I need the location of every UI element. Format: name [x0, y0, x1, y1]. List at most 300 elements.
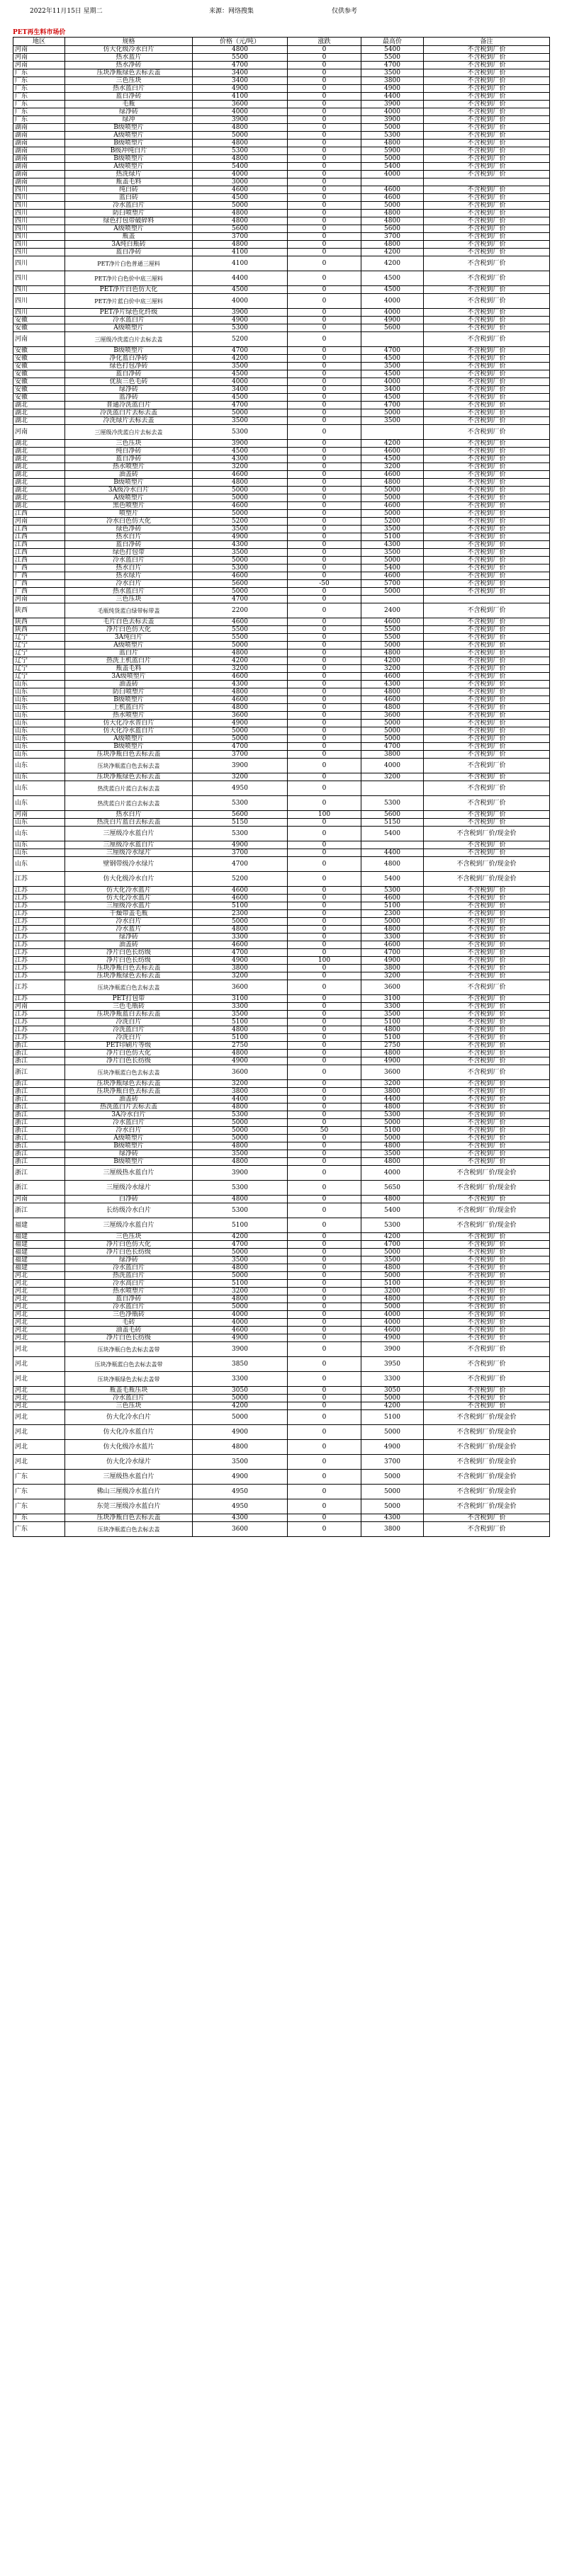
change-cell: 0 — [288, 642, 361, 649]
region-cell: 湖北 — [13, 402, 65, 409]
price-cell: 5000 — [193, 1303, 288, 1311]
region-cell: 江西 — [13, 557, 65, 564]
price-cell: 5200 — [193, 518, 288, 526]
price-cell: 4500 — [193, 286, 288, 294]
spec-cell: 热水净砖 — [65, 62, 193, 69]
price-cell: 3600 — [193, 712, 288, 720]
price-cell: 5300 — [193, 796, 288, 811]
spec-cell: 毛瓶 — [65, 101, 193, 108]
change-cell: 0 — [288, 1485, 361, 1499]
remark-cell: 不含税到厂价 — [424, 1088, 550, 1096]
spec-cell: 三色压块 — [65, 1233, 193, 1241]
high-price-cell: 4400 — [361, 93, 424, 101]
price-cell: 5000 — [193, 510, 288, 518]
price-cell: 4500 — [193, 448, 288, 455]
change-cell: 0 — [288, 796, 361, 811]
spec-cell: 油盖砖 — [65, 941, 193, 949]
remark-cell: 不含税到厂价 — [424, 965, 550, 972]
change-cell: 0 — [288, 233, 361, 241]
region-cell: 辽宁 — [13, 642, 65, 649]
table-row — [13, 910, 550, 918]
price-table — [13, 37, 550, 1537]
spec-cell: 瓶盖毛料 — [65, 665, 193, 673]
region-cell: 浙江 — [13, 1142, 65, 1150]
change-cell: 0 — [288, 1249, 361, 1256]
high-price-cell: 4600 — [361, 448, 424, 455]
region-cell: 辽宁 — [13, 673, 65, 681]
remark-cell: 不含税到厂价 — [424, 1303, 550, 1311]
change-cell: 0 — [288, 116, 361, 124]
change-cell: 0 — [288, 1026, 361, 1034]
spec-cell: 壁钢带级冷水绿片 — [65, 857, 193, 872]
spec-cell: 冷水蓝片 — [65, 926, 193, 934]
region-cell: 四川 — [13, 286, 65, 294]
high-price-cell: 5000 — [361, 1499, 424, 1514]
change-cell: 0 — [288, 1470, 361, 1485]
spec-cell: 热水蓝白片 — [65, 588, 193, 596]
change-cell: 0 — [288, 1119, 361, 1127]
spec-cell: 仿大化冷水蓝白片 — [65, 727, 193, 735]
remark-cell: 不含税到厂价 — [424, 549, 550, 557]
table-row — [13, 294, 550, 309]
price-cell: 2200 — [193, 603, 288, 618]
change-cell: 0 — [288, 1142, 361, 1150]
table-row — [13, 241, 550, 249]
spec-cell: 绿净砖 — [65, 934, 193, 941]
region-cell: 安徽 — [13, 394, 65, 402]
spec-cell: 仿大化冷水蓝白片 — [65, 1425, 193, 1440]
high-price-cell: 4400 — [361, 1096, 424, 1103]
high-price-cell: 5100 — [361, 1034, 424, 1042]
table-row — [13, 93, 550, 101]
high-price-cell: 4900 — [361, 1440, 424, 1455]
price-cell: 3400 — [193, 386, 288, 394]
change-cell: 0 — [288, 155, 361, 163]
table-row — [13, 1135, 550, 1142]
region-cell: 四川 — [13, 241, 65, 249]
high-price-cell: 4800 — [361, 140, 424, 147]
table-row — [13, 1425, 550, 1440]
remark-cell: 不含税到厂价 — [424, 440, 550, 448]
high-price-cell: 5000 — [361, 409, 424, 417]
table-row — [13, 1150, 550, 1158]
remark-cell: 不含税到厂价 — [424, 455, 550, 463]
region-cell: 广东 — [13, 1470, 65, 1485]
remark-cell: 不含税到厂价 — [424, 1334, 550, 1342]
change-cell: 0 — [288, 618, 361, 626]
region-cell: 安徽 — [13, 363, 65, 370]
spec-cell: 仿大化冷水蓝片 — [65, 887, 193, 895]
region-cell: 山东 — [13, 704, 65, 712]
remark-cell: 不含税到厂价 — [424, 233, 550, 241]
high-price-cell: 3100 — [361, 995, 424, 1003]
remark-cell: 不含税到厂价 — [424, 93, 550, 101]
price-cell: 4900 — [193, 841, 288, 849]
price-cell: 4300 — [193, 1514, 288, 1522]
price-cell: 3000 — [193, 178, 288, 186]
change-cell: 0 — [288, 378, 361, 386]
remark-cell: 不含税到厂价 — [424, 887, 550, 895]
region-cell: 江苏 — [13, 934, 65, 941]
high-price-cell: 3950 — [361, 1357, 424, 1372]
spec-cell: 绿净砖 — [65, 386, 193, 394]
price-cell: 3200 — [193, 665, 288, 673]
region-cell: 湖南 — [13, 147, 65, 155]
high-price-cell: 4800 — [361, 688, 424, 696]
spec-cell: 三厘级冷水蓝白片 — [65, 841, 193, 849]
spec-cell: 优质三色毛砖 — [65, 378, 193, 386]
spec-cell: 3A级喷塑片 — [65, 673, 193, 681]
price-cell: 4000 — [193, 108, 288, 116]
table-row — [13, 1395, 550, 1402]
change-cell: 0 — [288, 425, 361, 440]
remark-cell: 不含税到厂价 — [424, 210, 550, 217]
report-date: 2022年11月15日 星期二 — [30, 8, 103, 15]
high-price-cell: 3300 — [361, 1372, 424, 1387]
table-row — [13, 210, 550, 217]
high-price-cell: 4800 — [361, 241, 424, 249]
high-price-cell: 4200 — [361, 249, 424, 256]
region-cell: 广东 — [13, 1514, 65, 1522]
region-cell: 广东 — [13, 1522, 65, 1537]
change-cell: 0 — [288, 1034, 361, 1042]
region-cell: 广西 — [13, 564, 65, 572]
region-cell: 浙江 — [13, 1158, 65, 1166]
table-row — [13, 557, 550, 564]
region-cell: 福建 — [13, 1249, 65, 1256]
price-cell: 3700 — [193, 849, 288, 857]
table-row — [13, 69, 550, 77]
high-price-cell: 4700 — [361, 347, 424, 355]
change-cell: 0 — [288, 1218, 361, 1233]
high-price-cell: 4800 — [361, 479, 424, 487]
change-cell: 0 — [288, 140, 361, 147]
high-price-cell: 3500 — [361, 1256, 424, 1264]
spec-cell: 压块净瓶蓝白色去标去盖带 — [65, 1357, 193, 1372]
region-cell: 河北 — [13, 1455, 65, 1470]
change-cell: 0 — [288, 1256, 361, 1264]
high-price-cell: 5300 — [361, 887, 424, 895]
price-cell: 5150 — [193, 819, 288, 827]
remark-cell: 不含税到厂价 — [424, 1011, 550, 1019]
price-cell: 4800 — [193, 1103, 288, 1111]
region-cell: 安徽 — [13, 347, 65, 355]
remark-cell: 不含税到厂价/现金价 — [424, 1499, 550, 1514]
price-cell: 5300 — [193, 1111, 288, 1119]
change-cell: 0 — [288, 1514, 361, 1522]
region-cell: 山东 — [13, 712, 65, 720]
region-cell: 河北 — [13, 1372, 65, 1387]
price-cell: 3500 — [193, 1011, 288, 1019]
price-cell: 4300 — [193, 541, 288, 549]
change-cell: 0 — [288, 1295, 361, 1303]
high-price-cell: 5500 — [361, 634, 424, 642]
price-cell: 5400 — [193, 163, 288, 171]
high-price-cell: 4800 — [361, 1103, 424, 1111]
table-row — [13, 1057, 550, 1065]
table-row — [13, 409, 550, 417]
change-cell: 0 — [288, 363, 361, 370]
change-cell: 100 — [288, 957, 361, 965]
price-cell: 4000 — [193, 1311, 288, 1319]
table-row — [13, 1050, 550, 1057]
region-cell: 江苏 — [13, 1034, 65, 1042]
spec-cell: 油盖砖 — [65, 681, 193, 688]
spec-cell: 冷水白色仿大化 — [65, 518, 193, 526]
spec-cell: 油盖砖 — [65, 471, 193, 479]
spec-cell: 三色压块 — [65, 596, 193, 603]
price-cell: 4950 — [193, 781, 288, 796]
remark-cell: 不含税到厂价 — [424, 256, 550, 271]
high-price-cell: 3200 — [361, 463, 424, 471]
region-cell: 广西 — [13, 572, 65, 580]
spec-cell: 蓝白净砖 — [65, 1295, 193, 1303]
remark-cell: 不含税到厂价 — [424, 1057, 550, 1065]
price-cell: 3300 — [193, 1372, 288, 1387]
high-price-cell: 3600 — [361, 712, 424, 720]
high-price-cell: 5000 — [361, 487, 424, 494]
high-price-cell: 5650 — [361, 1181, 424, 1196]
spec-cell: 冷水蓝白片 — [65, 557, 193, 564]
change-cell: 0 — [288, 1402, 361, 1410]
table-row — [13, 479, 550, 487]
remark-cell: 不含税到厂价 — [424, 294, 550, 309]
region-cell: 河南 — [13, 62, 65, 69]
change-cell: 0 — [288, 1311, 361, 1319]
remark-cell: 不含税到厂价 — [424, 751, 550, 759]
table-row — [13, 140, 550, 147]
table-row — [13, 1158, 550, 1166]
remark-cell: 不含税到厂价 — [424, 1357, 550, 1372]
spec-cell: 热水喷塑片 — [65, 712, 193, 720]
table-row — [13, 696, 550, 704]
spec-cell: 仿大化冷水绿片 — [65, 1455, 193, 1470]
region-cell: 江苏 — [13, 941, 65, 949]
spec-cell: 三厘级冷水蓝片 — [65, 902, 193, 910]
spec-cell: 压块净瓶蓝白色去标去盖 — [65, 980, 193, 995]
spec-cell: A级喷塑片 — [65, 1135, 193, 1142]
table-row — [13, 1311, 550, 1319]
high-price-cell: 2300 — [361, 910, 424, 918]
region-cell: 陕西 — [13, 626, 65, 634]
change-cell: 0 — [288, 872, 361, 887]
remark-cell: 不含税到厂价 — [424, 386, 550, 394]
high-price-cell: 5500 — [361, 54, 424, 62]
price-cell: 5000 — [193, 1410, 288, 1425]
change-cell: 0 — [288, 1499, 361, 1514]
change-cell: 0 — [288, 77, 361, 85]
region-cell: 河北 — [13, 1311, 65, 1319]
spec-cell: 冷水蓝白片 — [65, 1264, 193, 1272]
high-price-cell: 3500 — [361, 1011, 424, 1019]
remark-cell: 不含税到厂价 — [424, 972, 550, 980]
price-cell: 5100 — [193, 1218, 288, 1233]
remark-cell: 不含税到厂价 — [424, 225, 550, 233]
remark-cell: 不含税到厂价 — [424, 1065, 550, 1080]
price-cell: 3200 — [193, 773, 288, 781]
report-header — [0, 0, 562, 24]
spec-cell: 绿色打包带 — [65, 549, 193, 557]
remark-cell: 不含税到厂价 — [424, 202, 550, 210]
price-cell: 4900 — [193, 533, 288, 541]
price-cell: 5000 — [193, 557, 288, 564]
table-row — [13, 1166, 550, 1181]
table-row — [13, 124, 550, 132]
high-price-cell: 3200 — [361, 1080, 424, 1088]
price-cell: 5000 — [193, 1249, 288, 1256]
spec-cell: 三厘级冷水蓝白片 — [65, 827, 193, 841]
region-cell: 浙江 — [13, 1042, 65, 1050]
spec-cell: 纯白砖 — [65, 186, 193, 194]
spec-cell: 净化蓝白净砖 — [65, 355, 193, 363]
region-cell: 湖南 — [13, 155, 65, 163]
price-cell: 3800 — [193, 965, 288, 972]
change-cell: 0 — [288, 735, 361, 743]
change-cell: 0 — [288, 657, 361, 665]
table-row — [13, 618, 550, 626]
region-cell: 江苏 — [13, 1011, 65, 1019]
region-cell: 安徽 — [13, 355, 65, 363]
spec-cell: 三厘级热水蓝白片 — [65, 1166, 193, 1181]
high-price-cell: 4600 — [361, 673, 424, 681]
remark-cell: 不含税到厂价 — [424, 479, 550, 487]
spec-cell: 压块净瓶蓝白色去标去盖 — [65, 759, 193, 773]
change-cell: 0 — [288, 626, 361, 634]
remark-cell: 不含税到厂价 — [424, 163, 550, 171]
price-cell: 3900 — [193, 440, 288, 448]
region-cell: 江苏 — [13, 1026, 65, 1034]
remark-cell: 不含税到厂价 — [424, 773, 550, 781]
high-price-cell: 4200 — [361, 657, 424, 665]
remark-cell: 不含税到厂价 — [424, 696, 550, 704]
change-cell: 0 — [288, 549, 361, 557]
price-cell: 5300 — [193, 564, 288, 572]
price-cell: 5300 — [193, 147, 288, 155]
high-price-cell: 5000 — [361, 1425, 424, 1440]
change-cell: 0 — [288, 1233, 361, 1241]
remark-cell: 不含税到厂价 — [424, 1402, 550, 1410]
price-cell: 5100 — [193, 1034, 288, 1042]
region-cell: 四川 — [13, 271, 65, 286]
region-cell: 四川 — [13, 256, 65, 271]
change-cell: 0 — [288, 249, 361, 256]
price-cell: 3500 — [193, 1150, 288, 1158]
change-cell: 0 — [288, 1425, 361, 1440]
spec-cell: 长纺级冷水白片 — [65, 1203, 193, 1218]
high-price-cell: 3300 — [361, 934, 424, 941]
table-row — [13, 673, 550, 681]
price-cell: 3900 — [193, 759, 288, 773]
region-cell: 河北 — [13, 1327, 65, 1334]
table-body — [13, 46, 550, 1537]
table-row — [13, 194, 550, 202]
table-row — [13, 355, 550, 363]
change-cell: 0 — [288, 502, 361, 510]
spec-cell: PET净片白色价中底三厘料 — [65, 271, 193, 286]
high-price-cell: 4800 — [361, 1264, 424, 1272]
region-cell: 江苏 — [13, 872, 65, 887]
spec-cell: A级喷塑片 — [65, 132, 193, 140]
spec-cell: 蓝白净砖 — [65, 455, 193, 463]
spec-cell: 热洗上机蓝白片 — [65, 657, 193, 665]
table-row — [13, 1499, 550, 1514]
change-cell: 0 — [288, 510, 361, 518]
remark-cell: 不含税到厂价 — [424, 526, 550, 533]
spec-cell: A级喷塑片 — [65, 735, 193, 743]
spec-cell: 冷水蓝白片 — [65, 202, 193, 210]
table-row — [13, 77, 550, 85]
change-cell: 0 — [288, 634, 361, 642]
change-cell: 0 — [288, 347, 361, 355]
high-price-cell: 5000 — [361, 510, 424, 518]
region-cell: 河北 — [13, 1395, 65, 1402]
remark-cell: 不含税到厂价 — [424, 194, 550, 202]
table-row — [13, 394, 550, 402]
spec-cell: 净片白色仿大化 — [65, 626, 193, 634]
table-row — [13, 186, 550, 194]
region-cell: 福建 — [13, 1241, 65, 1249]
price-cell: 4700 — [193, 347, 288, 355]
spec-cell: 绿净砖 — [65, 108, 193, 116]
high-price-cell: 5100 — [361, 902, 424, 910]
column-header-price: 价格（元/吨） — [193, 38, 288, 46]
region-cell: 浙江 — [13, 1088, 65, 1096]
spec-cell: 蓝净砖 — [65, 394, 193, 402]
change-cell: 0 — [288, 603, 361, 618]
table-row — [13, 857, 550, 872]
remark-cell: 不含税到厂价 — [424, 541, 550, 549]
region-cell: 河南 — [13, 811, 65, 819]
table-row — [13, 642, 550, 649]
region-cell: 湖南 — [13, 140, 65, 147]
high-price-cell: 5100 — [361, 1019, 424, 1026]
remark-cell: 不含税到厂价 — [424, 781, 550, 796]
change-cell: 0 — [288, 1150, 361, 1158]
price-cell: 3600 — [193, 1522, 288, 1537]
change-cell: 0 — [288, 972, 361, 980]
high-price-cell: 5400 — [361, 163, 424, 171]
region-cell: 四川 — [13, 225, 65, 233]
table-row — [13, 1514, 550, 1522]
high-price-cell: 5000 — [361, 588, 424, 596]
region-cell: 浙江 — [13, 1096, 65, 1103]
table-row — [13, 202, 550, 210]
price-cell: 4200 — [193, 1402, 288, 1410]
price-cell: 3600 — [193, 101, 288, 108]
remark-cell: 不含税到厂价 — [424, 819, 550, 827]
table-row — [13, 386, 550, 394]
high-price-cell: 5400 — [361, 564, 424, 572]
high-price-cell: 4800 — [361, 926, 424, 934]
change-cell: 0 — [288, 1272, 361, 1280]
high-price-cell: 5000 — [361, 1395, 424, 1402]
remark-cell: 不含税到厂价 — [424, 1395, 550, 1402]
spec-cell: 压块净瓶白色去标去盖 — [65, 751, 193, 759]
spec-cell: 绿色净砖 — [65, 526, 193, 533]
spec-cell: 干燥带盖毛瓶 — [65, 910, 193, 918]
change-cell: 0 — [288, 309, 361, 317]
change-cell: 0 — [288, 85, 361, 93]
change-cell: 0 — [288, 186, 361, 194]
price-cell: 4700 — [193, 402, 288, 409]
remark-cell: 不含税到厂价 — [424, 487, 550, 494]
spec-cell: 冷水蓝白片 — [65, 317, 193, 324]
table-row — [13, 735, 550, 743]
region-cell: 湖北 — [13, 455, 65, 463]
price-cell: 3500 — [193, 363, 288, 370]
high-price-cell: 5150 — [361, 819, 424, 827]
region-cell: 湖南 — [13, 124, 65, 132]
